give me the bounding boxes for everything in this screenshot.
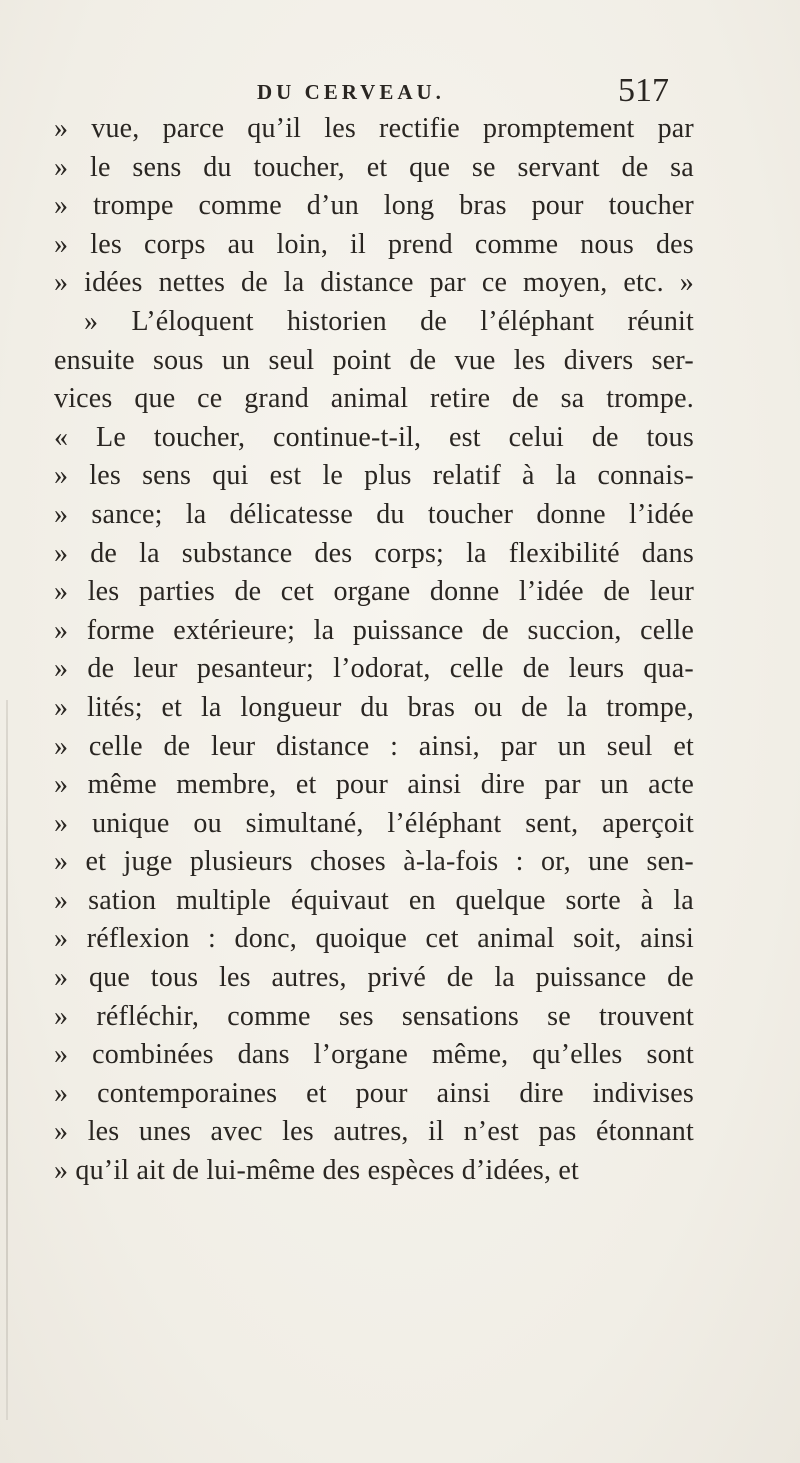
text-line: » les parties de cet organe donne l’idée de leur: [54, 576, 694, 608]
text-line: » combinées dans l’organe même, qu’elles sont: [54, 1039, 694, 1071]
text-line: « Le toucher, continue-t-il, est celui de tous: [54, 421, 694, 453]
text-line: » et juge plusieurs choses à-la-fois : or, une sen-: [54, 846, 694, 878]
text-line: » qu’il ait de lui-même des espèces d’idées, et: [54, 1155, 579, 1187]
text-line: » les corps au loin, il prend comme nous des: [54, 228, 694, 260]
text-line: » lités; et la longueur du bras ou de la trompe,: [54, 691, 694, 723]
text-line: » L’éloquent historien de l’éléphant réunit: [84, 305, 694, 337]
text-line: » contemporaines et pour ainsi dire indivises: [54, 1077, 694, 1109]
page-edge-shadow: [6, 700, 8, 1420]
text-line: ensuite sous un seul point de vue les divers ser-: [54, 344, 694, 376]
running-head: DU CERVEAU.: [257, 80, 445, 104]
text-line: » les sens qui est le plus relatif à la connais-: [54, 460, 694, 492]
page-number: 517: [618, 72, 669, 109]
text-line: » de leur pesanteur; l’odorat, celle de leurs qua-: [54, 653, 694, 685]
text-line: » celle de leur distance : ainsi, par un seul et: [54, 730, 694, 762]
text-line: » vue, parce qu’il les rectifie promptement par: [54, 113, 694, 144]
text-line: » unique ou simultané, l’éléphant sent, aperçoit: [54, 807, 694, 839]
text-line: » trompe comme d’un long bras pour toucher: [54, 190, 694, 222]
text-line: » les unes avec les autres, il n’est pas étonnant: [54, 1116, 694, 1148]
text-line: » que tous les autres, privé de la puissance de: [54, 962, 694, 994]
text-line: » de la substance des corps; la flexibilité dans: [54, 537, 694, 569]
text-line: » même membre, et pour ainsi dire par un acte: [54, 769, 694, 801]
text-line: » réflexion : donc, quoique cet animal soit, ainsi: [54, 923, 694, 955]
text-line: » sation multiple équivaut en quelque sorte à la: [54, 884, 694, 916]
text-line: » sance; la délicatesse du toucher donne l’idée: [54, 498, 694, 530]
body-text: [54, 110, 694, 1191]
text-line: » idées nettes de la distance par ce moyen, etc. »: [54, 267, 694, 299]
text-line: » le sens du toucher, et que se servant de sa: [54, 151, 694, 183]
text-line: » réfléchir, comme ses sensations se trouvent: [54, 1000, 694, 1032]
text-line: vices que ce grand animal retire de sa trompe.: [54, 383, 694, 415]
text-line: » forme extérieure; la puissance de succion, celle: [54, 614, 694, 646]
